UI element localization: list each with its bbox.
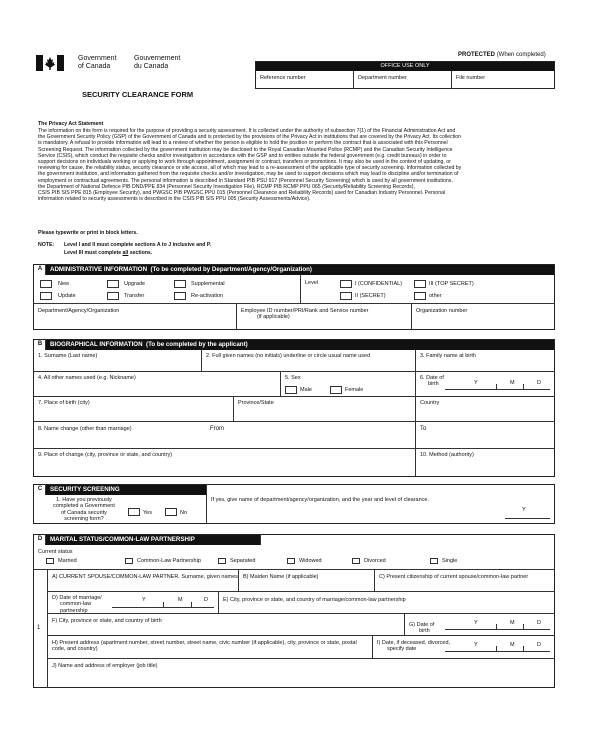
update-checkbox[interactable]	[40, 292, 52, 300]
married-label: Married	[58, 558, 77, 564]
section-b-header: BIOGRAPHICAL INFORMATION (To be completed by the applicant)	[46, 340, 554, 350]
marriage-day-label: D	[204, 597, 208, 603]
level-iii-label: III (TOP SECRET)	[429, 281, 474, 287]
organization-number-field[interactable]: Organization number	[416, 308, 468, 314]
marriage-month-label: M	[178, 597, 183, 603]
clearance-year-label: Y	[522, 507, 526, 513]
file-number-field[interactable]: File number	[456, 75, 486, 81]
male-label: Male	[300, 387, 312, 393]
dob-year-label: Y	[474, 380, 478, 386]
screening-yes-label: Yes	[143, 510, 152, 516]
department-field[interactable]: Department/Agency/Organization	[38, 308, 120, 314]
male-checkbox[interactable]	[285, 386, 297, 394]
spouse-address-field[interactable]: H) Present address (apartment number, street number, street name, civic number (if applicable), city, province or state, postal code, and country)	[52, 640, 357, 653]
deceased-day-label: D	[537, 642, 541, 648]
note-label: NOTE:	[38, 242, 55, 248]
province-state-field[interactable]: Province/State	[238, 400, 274, 406]
canada-flag-logo	[36, 55, 64, 71]
screening-yes-checkbox[interactable]	[128, 508, 140, 516]
date-of-marriage-label: D) Date of marriage/ common-law partnership	[52, 595, 102, 614]
maiden-name-field[interactable]: B) Maiden Name (if applicable)	[243, 574, 319, 580]
transfer-label: Transfer	[124, 293, 145, 299]
upgrade-checkbox[interactable]	[107, 280, 119, 288]
spouse-dob-month-label: M	[510, 620, 515, 626]
divorced-checkbox[interactable]	[352, 558, 360, 564]
surname-field[interactable]: 1. Surname (Last name)	[38, 353, 98, 359]
dob-month-label: M	[510, 380, 515, 386]
spouse-birth-place-field[interactable]: F) City, province or state, and country of birth	[52, 618, 162, 624]
new-label: New	[58, 281, 70, 287]
single-label: Single	[442, 558, 458, 564]
privacy-statement: The information on this form is required for the purpose of providing a security assessment. It is collected under the authority of subsection 7(1) of the Financial Administration Act and the Government Security Policy (GSP) of the Government of Canada and is protected by the provisions of the Privacy Act in institutions that are covered by the Privacy Act. Its collection is mandatory. A refusal to provide information will lead to a review of whether the person is eligible to hold the position or perform the contract that is associated with this Personnel Screening Request. The information collected by the government institution may be disclosed to the Royal Canadian Mounted Police (RCMP) and the Canadian Security Intelligence Service (CSIS), which conduct the requisite checks and/or investigation in accordance with the GSP and to entities outside the federal government (e.g. credit bureaus) in order to support decisions on individuals working or applying to work through appointment, assignment or contract, transfers or promotions. It may also be used in the context of updating, or reviewing for cause, the reliability status, security clearance or site access, all of which may lead to a re-assessment of the applicable type of security screening. Information collected by the government institution, and information gathered from the requisite checks and/or investigation, may be used to support decisions which may lead to discipline and/or termination of employment or contractual agreements. The personal information is described in Standard PIB PSU 917 (Personnel Security Screening) which is used by all government institutions, the Department of National Defence PIB DND/PPE 834 (Personnel Security Investigation File), RCMP PIB RCMP PPU 065 (Security/Reliability Screening Records), CSIS PIB SIS PPE 815 (Employee Security), and PWGSC PIB PWGSC PPU 015 (Personnel Clearance and Reliability Records) used for Canadian Industry Personnel. Personal information related to security assessments is described in the CSIS PIB SIS PPU 005 (Security Assessments/Advice).	[38, 128, 462, 203]
dob-day-label: D	[537, 380, 541, 386]
sex-label: 5. Sex	[285, 375, 301, 381]
common-law-checkbox[interactable]	[125, 558, 133, 564]
section-a-header: ADMINISTRATIVE INFORMATION (To be completed by Department/Agency/Organization)	[46, 265, 554, 275]
note-line-1: Level I and II must complete sections A to J inclusive and P.	[64, 242, 212, 248]
family-name-birth-field[interactable]: 3. Family name at birth	[420, 353, 476, 359]
section-c-header: SECURITY SCREENING	[46, 485, 206, 495]
married-checkbox[interactable]	[46, 558, 54, 564]
level-ii-checkbox[interactable]	[340, 292, 352, 300]
common-law-label: Common-Law Partnership	[137, 558, 201, 564]
employee-id-field[interactable]: Employee ID number/PRI/Rank and Service number (if applicable)	[241, 308, 369, 321]
method-authority-field[interactable]: 10. Method (authority)	[420, 452, 474, 458]
section-d-header: MARITAL STATUS/COMMON-LAW PARTNERSHIP	[46, 535, 260, 545]
spouse-row-number: 1	[37, 625, 41, 631]
marriage-year-label: Y	[142, 597, 146, 603]
upgrade-label: Upgrade	[124, 281, 146, 287]
supplemental-checkbox[interactable]	[174, 280, 186, 288]
spouse-dob-day-label: D	[537, 620, 541, 626]
reactivation-label: Re-activation	[191, 293, 224, 299]
screening-no-label: No	[180, 510, 188, 516]
spouse-employer-field[interactable]: J) Name and address of employer (job title)	[52, 663, 158, 669]
note-line-2: Level III must complete all sections.	[64, 250, 153, 256]
separated-label: Separated	[230, 558, 256, 564]
other-level-checkbox[interactable]	[414, 292, 426, 300]
other-level-label: other	[429, 293, 442, 299]
widowed-label: Widowed	[299, 558, 322, 564]
previous-clearance-field[interactable]: If yes, give name of department/agency/organization, and the year and level of clearance.	[211, 497, 429, 503]
level-iii-checkbox[interactable]	[414, 280, 426, 288]
date-of-birth-label: 6. Date of birth	[420, 375, 444, 388]
deceased-year-label: Y	[474, 642, 478, 648]
name-change-from-field[interactable]: From	[210, 426, 224, 432]
section-d-letter: D	[37, 536, 43, 542]
level-i-label: I (CONFIDENTIAL)	[355, 281, 403, 287]
new-checkbox[interactable]	[40, 280, 52, 288]
place-of-change-field[interactable]: 9. Place of change (city, province or state, and country)	[38, 452, 173, 458]
level-label: Level	[305, 280, 319, 286]
update-label: Update	[58, 293, 76, 299]
name-change-field[interactable]: 8. Name change (other than marriage)	[38, 426, 132, 432]
section-b-letter: B	[37, 341, 43, 347]
widowed-checkbox[interactable]	[287, 558, 295, 564]
privacy-title: The Privacy Act Statement	[38, 121, 104, 127]
marriage-location-field[interactable]: E) City, province or state, and country of marriage/common-law partnership	[223, 597, 406, 603]
single-checkbox[interactable]	[430, 558, 438, 564]
current-spouse-field[interactable]: A) CURRENT SPOUSE/COMMON-LAW PARTNER. Surname, given names	[52, 574, 238, 580]
female-checkbox[interactable]	[330, 386, 342, 394]
screening-no-checkbox[interactable]	[165, 508, 177, 516]
deceased-divorced-date-label: I) Date, if deceased, divorced, specify date	[377, 640, 451, 653]
reactivation-checkbox[interactable]	[174, 292, 186, 300]
supplemental-label: Supplemental	[191, 281, 225, 287]
level-ii-label: II (SECRET)	[355, 293, 386, 299]
separated-checkbox[interactable]	[218, 558, 226, 564]
spouse-citizenship-field[interactable]: C) Present citizenship of current spouse/common-law partner	[379, 574, 529, 580]
department-number-field[interactable]: Department number	[358, 75, 407, 81]
section-a-letter: A	[37, 266, 43, 272]
country-field[interactable]: Country	[420, 400, 440, 406]
spouse-dob-year-label: Y	[474, 620, 478, 626]
protected-label: PROTECTED (When completed)	[458, 52, 546, 58]
current-status-label: Current status	[38, 549, 73, 555]
given-names-field[interactable]: 2. Full given names (no initials) underline or circle usual name used	[206, 353, 371, 359]
previous-screening-question: 1. Have you previously completed a Government of Canada security screening form?	[53, 497, 115, 522]
typewrite-instruction: Please typewrite or print in block letters.	[38, 230, 138, 236]
form-title: SECURITY CLEARANCE FORM	[82, 90, 194, 99]
section-c-letter: C	[37, 486, 43, 492]
name-change-to-field[interactable]: To	[420, 426, 427, 432]
place-of-birth-field[interactable]: 7. Place of birth (city)	[38, 400, 90, 406]
office-use-header: OFFICE USE ONLY	[256, 62, 554, 71]
transfer-checkbox[interactable]	[107, 292, 119, 300]
deceased-month-label: M	[510, 642, 515, 648]
spouse-dob-label: G) Date of birth	[409, 622, 435, 635]
reference-number-field[interactable]: Reference number	[260, 75, 306, 81]
divorced-label: Divorced	[364, 558, 386, 564]
level-i-checkbox[interactable]	[340, 280, 352, 288]
other-names-field[interactable]: 4. All other names used (e.g. Nickname)	[38, 375, 136, 381]
government-name-en: Government of Canada	[78, 55, 117, 70]
female-label: Female	[345, 387, 364, 393]
government-name-fr: Gouvernement du Canada	[134, 55, 181, 70]
